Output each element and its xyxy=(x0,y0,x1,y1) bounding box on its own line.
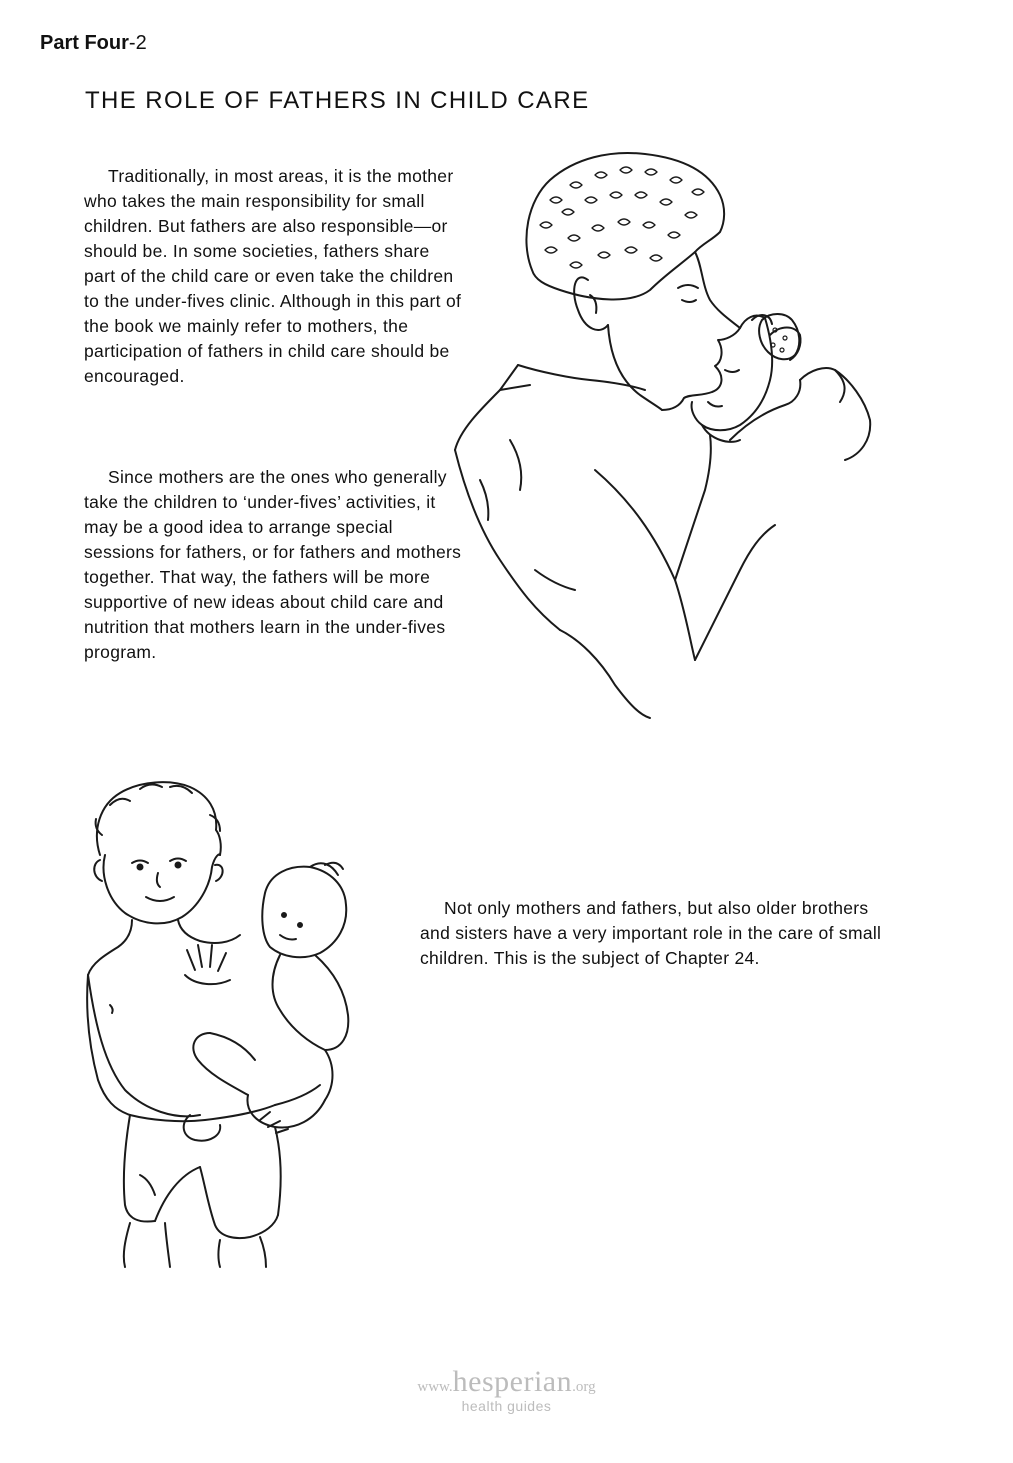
paragraph-text: Not only mothers and fathers, but also older brothers and sisters have a very important role in the care of small children. This is the subject of Chapter 24. xyxy=(420,898,882,968)
paragraph-text: Traditionally, in most areas, it is the mother who takes the main responsibility for small children. But fathers are also responsible—or should be. In some societies, fathers share part of the child care or even take the children to the under-fives clinic. Although in this part of the book we mainly refer to mothers, the participation of fathers in child care should be encouraged. xyxy=(84,166,462,386)
father-kissing-baby-illustration xyxy=(440,140,910,720)
footer-watermark xyxy=(0,1365,1013,1414)
watermark-brand-line xyxy=(0,1365,1013,1401)
paragraph-fathers-responsibility xyxy=(84,164,464,389)
page-title: THE ROLE OF FATHERS IN CHILD CARE xyxy=(85,87,590,114)
watermark-prefix: www. xyxy=(417,1379,453,1395)
boy-holding-baby-illustration xyxy=(70,775,390,1270)
paragraph-text: Since mothers are the ones who generally take the children to ‘under-fives’ activities, it may be a good idea to arrange special sessions for fathers, or for fathers and mothers together. That way, the fathers will be more supportive of new ideas about child care and nutrition that mothers learn in the under-fives program. xyxy=(84,467,462,662)
watermark-suffix: .org xyxy=(572,1379,596,1395)
watermark-tagline: health guides xyxy=(461,1398,552,1414)
watermark-brand: hesperian xyxy=(452,1365,573,1398)
part-label: Part Four xyxy=(40,32,129,54)
page-number: -2 xyxy=(128,32,147,54)
paragraph-siblings xyxy=(420,896,895,971)
paragraph-special-sessions xyxy=(84,465,464,665)
page-header xyxy=(40,31,147,55)
